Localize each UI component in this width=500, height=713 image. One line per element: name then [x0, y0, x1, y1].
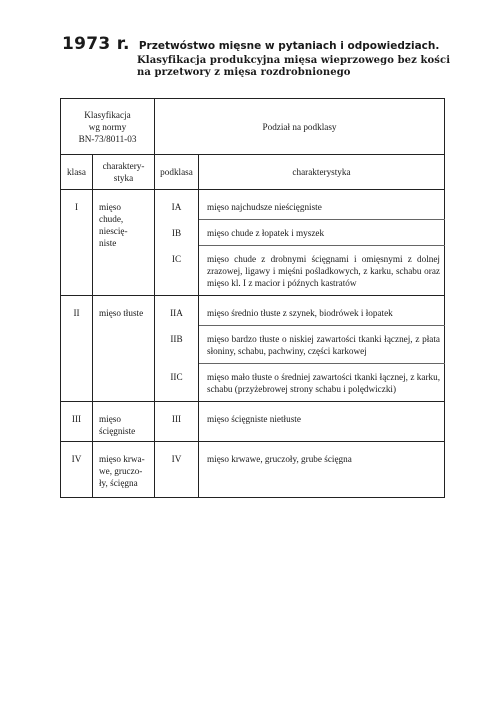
- page-header: [62, 34, 462, 54]
- subclass-code: III: [155, 402, 199, 442]
- col-header-klasa: klasa: [61, 155, 93, 190]
- col-header-char-line-2: styka: [113, 173, 134, 183]
- table-row: [61, 190, 445, 220]
- header-subclass-cell: Podział na podklasy: [155, 99, 445, 155]
- class-cell: II: [61, 296, 93, 402]
- col-header-char: [93, 155, 155, 190]
- subclass-desc: mięso bardzo tłuste o niskiej zawartości tkanki łącznej, z płata słoniny, schabu, pachwiny, części karkowej: [199, 326, 445, 364]
- subclass-code: IV: [155, 442, 199, 498]
- subclass-desc: mięso chude z łopatek i myszek: [199, 220, 445, 246]
- header-norm-line-1: Klasyfikacja: [84, 109, 131, 120]
- table-row: [61, 296, 445, 326]
- header-norm-line-2: wg normy: [88, 121, 127, 132]
- table-caption: [137, 55, 467, 79]
- col-header-podklasa: podklasa: [155, 155, 199, 190]
- subclass-desc: mięso średnio tłuste z szynek, biodrówek i łopatek: [199, 296, 445, 326]
- subclass-desc: mięso krwawe, gruczoły, grube ścięgna: [199, 442, 445, 498]
- class-char-cell: mięso tłuste: [93, 296, 155, 402]
- subclass-desc: mięso mało tłuste o średniej zawartości tkanki łącznej, z karku, schabu (przyżebrowej strony schabu i polędwiczki): [199, 364, 445, 402]
- subclass-code: IA: [155, 190, 199, 220]
- subclass-code: IIC: [155, 364, 199, 402]
- header-year: 1973 r.: [62, 34, 130, 54]
- subclass-code: IC: [155, 246, 199, 296]
- header-title: Przetwóstwo mięsne w pytaniach i odpowiedziach.: [138, 40, 440, 52]
- table-caption-line-2: na przetwory z mięsa rozdrobnionego: [137, 67, 351, 78]
- subclass-desc: mięso chude z drobnymi ścięgnami i omięsnymi z dolnej zrazowej, ligawy i mięśni pośladkowych, z karku, schabu oraz mięso kl. I z macior i późnych kastratów: [199, 246, 445, 296]
- subclass-code: IIB: [155, 326, 199, 364]
- table-caption-line-1: Klasyfikacja produkcyjna mięsa wieprzowego bez kości: [137, 55, 451, 66]
- class-char-cell: mięso chude, niescię- niste: [93, 190, 155, 296]
- class-cell: I: [61, 190, 93, 296]
- class-char-cell: mięso ścięgniste: [93, 402, 155, 442]
- header-norm-line-3: BN-73/8011-03: [78, 133, 137, 144]
- table-row: [61, 442, 445, 498]
- subclass-code: IB: [155, 220, 199, 246]
- col-header-charakterystyka: charakterystyka: [199, 155, 445, 190]
- table-row: [61, 402, 445, 442]
- col-header-char-line-1: charaktery-: [102, 161, 145, 171]
- header-norm-cell: [61, 99, 155, 155]
- classification-table: [60, 98, 445, 498]
- class-char-cell: mięso krwa- we, gruczo- ły, ścięgna: [93, 442, 155, 498]
- class-cell: IV: [61, 442, 93, 498]
- subclass-desc: mięso ścięgniste nietłuste: [199, 402, 445, 442]
- class-cell: III: [61, 402, 93, 442]
- subclass-desc: mięso najchudsze nieścięgniste: [199, 190, 445, 220]
- subclass-code: IIA: [155, 296, 199, 326]
